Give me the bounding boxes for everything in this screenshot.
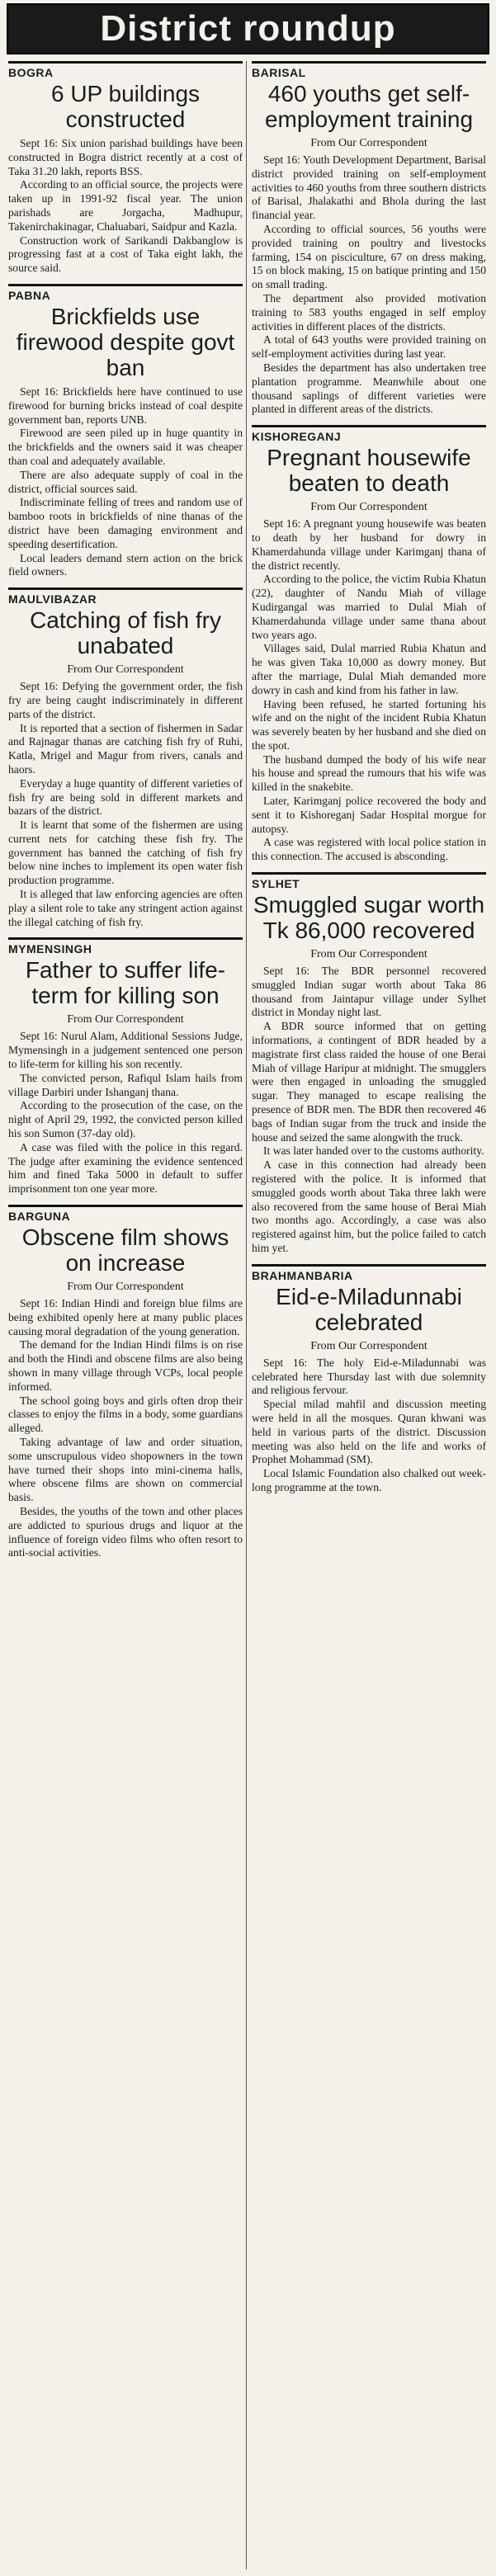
article-barisal (252, 61, 486, 417)
article-headline: 6 UP buildings constructed (50, 81, 201, 132)
article-paragraph: A BDR source informed that on getting informations, a contingent of BDR headed by a magistrate first class raided the house of one Berai Miah of village Haripur at midnight. The smugglers were then engaged in unloading the smuggled sugar. They managed to escape realising the presence of BDR men. The BDR then recovered 46 bags of Indian sugar from the truck and inside the house and seized the same alongwith the truck. (252, 1020, 486, 1144)
article-paragraph: According to the police, the victim Rubia Khatun (22), daughter of Nandu Miah of village Kudirgangal was married to Dulal Miah of Khamerdahunda village under same thana about two years ago. (252, 573, 486, 641)
article-paragraph: Special milad mahfil and discussion meeting were held in all the mosques. Quran khwani was held in various parts of the district. Discussion meeting was also held on the life and works of Prophet Mohammad (SM). (252, 1398, 486, 1466)
article-paragraph: Villages said, Dulal married Rubia Khatun and he was given Taka 10,000 as dowry money. But after the marriage, Dulal Miah demanded more dowry in cash and kind from his father in law. (252, 642, 486, 696)
article-paragraph: Sept 16: Brickfields here have continued to use firewood for burning bricks instead of coal despite government ban, reports UNB. (8, 385, 243, 426)
article-paragraph: Taking advantage of law and order situation, some unscrupulous video shopowners in the town have turned their shops into mini-cinema halls, where obscene films are shown on commercial basis. (8, 1436, 243, 1504)
article-byline: From Our Correspondent (310, 137, 428, 149)
dateline-place: MAULVIBAZAR (8, 587, 243, 606)
article-byline: From Our Correspondent (67, 1013, 184, 1026)
article-paragraph: Sept 16: Six union parishad buildings have been constructed in Bogra district recently at a cost of Taka 31.20 lakh, reports BSS. (8, 137, 243, 177)
article-maulvibazar (8, 587, 243, 929)
article-paragraph: Having been refused, he started fortuning his wife and on the night of the incident Rubia Khatun was severely beaten by her husband and she died on the spot. (252, 697, 486, 752)
article-paragraph: Sept 16: The holy Eid-e-Miladunnabi was celebrated here Thursday last with due solemnity and religious fervour. (252, 1356, 486, 1397)
article-mymensingh (8, 937, 243, 1196)
article-paragraph: Besides the department has also undertaken tree plantation programme. Meanwhile about one thousand saplings of different varieties were planted in different areas of the districts. (252, 361, 486, 416)
article-headline: Catching of fish fry unabated (30, 607, 221, 659)
dateline-place: SYLHET (252, 872, 486, 890)
article-headline: 460 youths get self-employment training (264, 81, 474, 132)
dateline-place: BARISAL (252, 61, 486, 79)
article-brahmanbaria (252, 1264, 486, 1495)
article-byline: From Our Correspondent (67, 1281, 184, 1294)
article-paragraph: Construction work of Sarikandi Dakbanglow is progressing fast at a cost of Taka eight lakh, the source said. (8, 234, 243, 275)
article-paragraph: Local Islamic Foundation also chalked out week-long programme at the town. (252, 1467, 486, 1493)
article-paragraph: There are also adequate supply of coal in the district, official sources said. (8, 468, 243, 495)
article-headline: Eid-e-Miladunnabi celebrated (276, 1283, 462, 1335)
article-byline: From Our Correspondent (310, 948, 428, 961)
article-kishoreganj (252, 425, 486, 864)
dateline-place: MYMENSINGH (8, 937, 243, 955)
dateline-place: BOGRA (8, 61, 243, 79)
article-paragraph: According to official sources, 56 youths were provided training on poultry and livestocks farming, 154 on pisciculture, 67 on dress making, 15 on block making, 15 on batique printing and 150 on small trading. (252, 222, 486, 291)
article-paragraph: According to the prosecution of the case, on the night of April 29, 1992, the convicted person killed his son Sumon (37-day old). (8, 1099, 243, 1140)
article-paragraph: It was later handed over to the customs authority. (263, 1144, 484, 1158)
dateline-place: BRAHMANBARIA (252, 1264, 486, 1282)
article-paragraph: Sept 16: Youth Development Department, Barisal district provided training on self-employment activities to 460 youths from three southern districts of Barisal, Jhalakathi and Bhola during the last financial year. (252, 153, 486, 222)
article-byline: From Our Correspondent (67, 663, 184, 677)
article-headline: Father to suffer life-term for killing son (25, 957, 226, 1009)
dateline-place: KISHOREGANJ (252, 425, 486, 443)
dateline-place: PABNA (8, 284, 243, 302)
article-barguna (8, 1205, 243, 1560)
right-column (252, 61, 486, 1503)
article-paragraph: Sept 16: Indian Hindi and foreign blue films are being exhibited openly here at many public places causing moral degradation of the young generation. (8, 1297, 243, 1338)
article-paragraph: Local leaders demand stern action on the brick field owners. (8, 551, 243, 578)
article-bogra (8, 61, 243, 276)
article-byline: From Our Correspondent (310, 501, 428, 514)
left-column (8, 61, 243, 1569)
article-paragraph: The husband dumped the body of his wife near his house and spread the rumours that his wife was killed in the snakebite. (252, 753, 486, 794)
article-paragraph: Sept 16: A pregnant young housewife was beaten to death by her husband for dowry in Khamerdahunda village under Karimganj thana of the district recently. (252, 517, 486, 572)
column-divider (246, 61, 247, 2569)
article-paragraph: A case was filed with the police in this regard. The judge after examining the evidence sentenced him and fined Taka 5000 in default to suffer imprisonment ton one year more. (8, 1140, 243, 1196)
article-paragraph: Firewood are seen piled up in huge quantity in the brickfields and the owners said it was cheaper than coal and adequately available. (8, 427, 243, 467)
article-pabna (8, 284, 243, 579)
article-paragraph: Besides, the youths of the town and other places are addicted to spurious drugs and liquor at the influence of foreign video films who often resort to anti-social activities. (8, 1504, 243, 1559)
article-paragraph: The convicted person, Rafiqul Islam hails from village Darbiri under Ishanganj thana. (8, 1071, 243, 1098)
article-headline: Pregnant housewife beaten to death (267, 445, 471, 497)
article-paragraph: Sept 16: Defying the government order, the fish fry are being caught indiscriminately in different parts of the district. (8, 680, 243, 720)
article-byline: From Our Correspondent (310, 1339, 428, 1352)
article-paragraph: It is learnt that some of the fishermen are using current nets for catching these fish fry. The government has banned the catching of fish fry below nine inches to implement its open water fish production programme. (8, 819, 243, 887)
article-headline: Smuggled sugar worth Tk 86,000 recovered (253, 892, 485, 944)
article-paragraph: The department also provided motivation training to 583 youths engaged in self employ activities in different places of the districts. (252, 291, 486, 333)
article-paragraph: Indiscriminate felling of trees and random use of bamboo roots in brickfields of nine thanas of the district have been damaging environment and speeding desertification. (8, 496, 243, 550)
article-headline: Obscene film shows on increase (21, 1224, 229, 1276)
article-headline: Brickfields use firewood despite govt ban (16, 303, 235, 380)
dateline-place: BARGUNA (8, 1205, 243, 1223)
article-paragraph: A case was registered with local police station in this connection. The accused is absconding. (252, 836, 486, 863)
article-paragraph: Later, Karimganj police recovered the body and sent it to Kishoreganj Sadar Hospital morgue for autopsy. (252, 795, 486, 835)
article-sylhet (252, 872, 486, 1256)
article-paragraph: The school going boys and girls often drop their classes to enjoy the films in a body, some guardians alleged. (8, 1394, 243, 1435)
article-paragraph: According to an official source, the projects were taken up in 1991-92 fiscal year. The union parishads are Jorgacha, Madhupur, Takenirchakinagar, Chaluabari, Saidpur and Kazla. (8, 178, 243, 233)
article-paragraph: The demand for the Indian Hindi films is on rise and both the Hindi and obscene films are also being shown in many village through VCPs, local people informed. (8, 1338, 243, 1393)
article-paragraph: A case in this connection had already been registered with the police. It is informed that smuggled goods worth about Taka three lakh were also recovered from the same house of Berai Miah two months ago. Accordingly, a case was also registered against him, but the police failed to catch him yet. (252, 1158, 486, 1254)
article-paragraph: A total of 643 youths were provided training on self-employment activities during last year. (252, 333, 486, 361)
section-banner: District roundup (7, 3, 489, 54)
article-paragraph: Everyday a huge quantity of different varieties of fish fry are being sold in different markets and bazars of the district. (8, 776, 243, 818)
article-paragraph: It is reported that a section of fishermen in Sadar and Rajnagar thanas are catching fish fry of Ruhi, Katla, Mrigel and Magur from rivers, canals and haors. (8, 721, 243, 776)
article-paragraph: Sept 16: Nurul Alam, Additional Sessions Judge, Mymensingh in a judgement sentenced one person to life-term for killing his son recently. (8, 1030, 243, 1071)
article-paragraph: It is alleged that law enforcing agencies are often play a silent role to take any stringent action against the illegal catching of fish fry. (8, 888, 243, 928)
article-paragraph: Sept 16: The BDR personnel recovered smuggled Indian sugar worth about Taka 86 thousand from Jaintapur village under Sylhet district in Monday night last. (252, 965, 486, 1019)
